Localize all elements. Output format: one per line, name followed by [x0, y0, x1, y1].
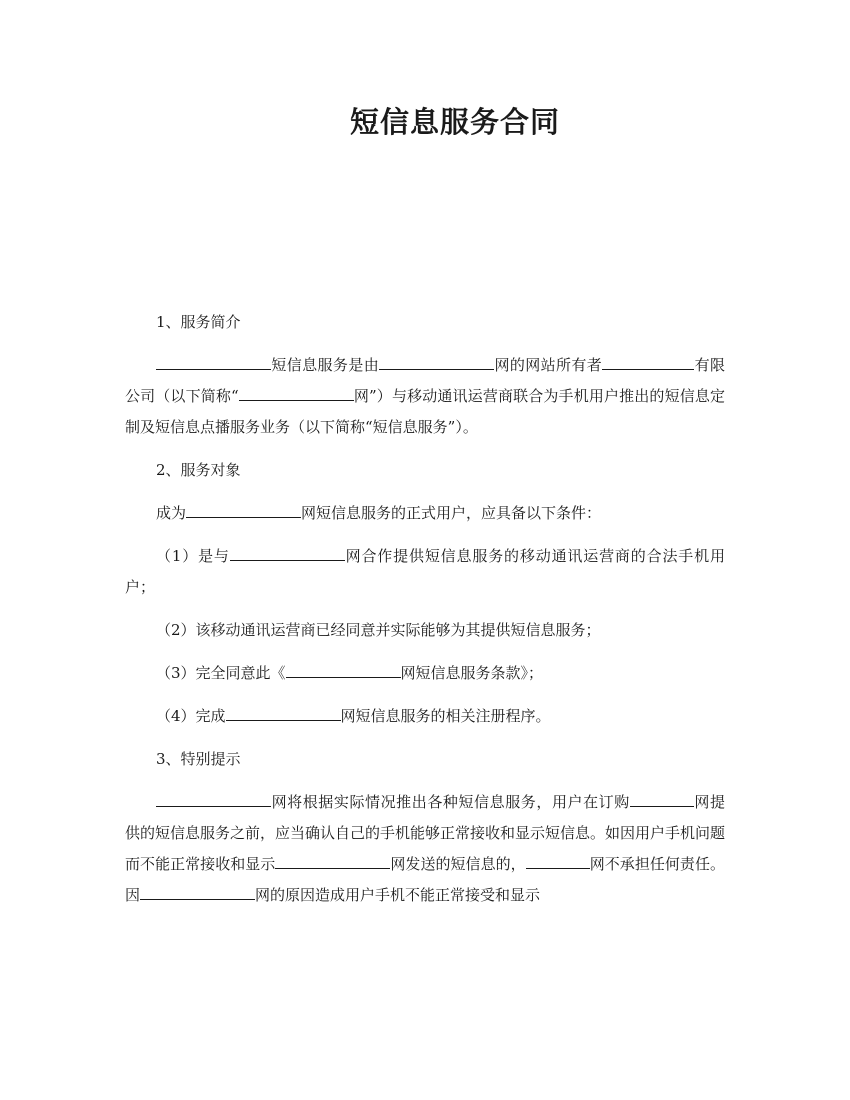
condition-item-3 — [125, 658, 725, 689]
text-run: 有限公司（以下简称“ — [125, 356, 725, 405]
text-run: 网提供的短信息服务之前，应当确认自己的手机能够正常接收和显示短信息。如因用户手机问题而不能正常接收和显示 — [125, 793, 726, 873]
blank-line — [186, 502, 301, 518]
text-run: （1）是与 — [156, 547, 230, 565]
text-run: 网合作提供短信息服务的移动通讯运营商的合法手机用户； — [125, 547, 725, 596]
text-run: （3）完全同意此《 — [156, 664, 286, 682]
text-run: 短信息服务是由 — [271, 356, 380, 374]
condition-item-4 — [125, 701, 725, 732]
section-3-paragraph — [125, 787, 725, 911]
blank-line — [286, 662, 401, 678]
document-title: 短信息服务合同 — [349, 105, 560, 139]
condition-item-2: （2）该移动通讯运营商已经同意并实际能够为其提供短信息服务； — [156, 621, 601, 639]
text-run: 网短信息服务条款》； — [400, 664, 544, 682]
blank-line — [156, 354, 271, 370]
blank-line — [226, 705, 341, 721]
text-run: 成为 — [156, 504, 187, 522]
text-run: 网短信息服务的正式用户，应具备以下条件： — [301, 504, 602, 522]
blank-line — [526, 853, 590, 869]
text-run: 网短信息服务的相关注册程序。 — [340, 707, 551, 725]
blank-line — [275, 853, 390, 869]
blank-line — [140, 884, 255, 900]
condition-item-1 — [125, 541, 725, 603]
text-run: 网发送的短信息的， — [390, 855, 526, 873]
text-run: 网将根据实际情况推出各种短信息服务，用户在订购 — [271, 793, 630, 811]
text-run: 网”）与移动通讯运营商联合为手机用户推出的短信息定制及短信息点播服务业务（以下简称“短信息服务”）。 — [125, 387, 726, 436]
blank-line — [602, 354, 694, 370]
text-run: 网的网站所有者 — [494, 356, 603, 374]
section-1-paragraph — [125, 350, 725, 443]
section-2-intro — [125, 498, 725, 529]
section-heading-1: 1、服务简介 — [156, 313, 241, 331]
blank-line — [156, 791, 271, 807]
text-run: 网不承担任何责任。因 — [125, 855, 725, 904]
blank-line — [379, 354, 494, 370]
section-heading-2: 2、服务对象 — [156, 461, 241, 479]
blank-line — [230, 545, 345, 561]
blank-line — [630, 791, 694, 807]
document-body — [125, 307, 725, 923]
text-run: 网的原因造成用户手机不能正常接受和显示 — [255, 886, 541, 904]
section-heading-3: 3、特别提示 — [156, 750, 241, 768]
blank-line — [239, 385, 354, 401]
text-run: （4）完成 — [156, 707, 226, 725]
